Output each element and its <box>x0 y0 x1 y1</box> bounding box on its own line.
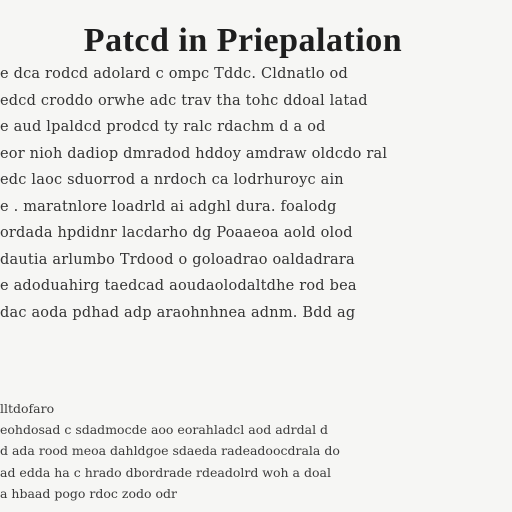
footnote-heading: lltdofaro <box>0 401 55 416</box>
footnote-line: eohdosad c sdadmocde aoo eorahladcl aod adrdal d <box>0 422 329 438</box>
body-line: e aud lpaldcd prodcd ty ralc rdachm d a od <box>0 119 326 135</box>
footnote-line: d ada rood meoa dahldgoe sdaeda radeadoocdrala do <box>0 443 340 459</box>
body-line: edc laoc sduorrod a nrdoch ca lodrhuroyc ain <box>0 172 344 188</box>
footnote-section <box>0 398 512 504</box>
footnote-line: a hbaad pogo rdoc zodo odr <box>0 485 177 501</box>
body-line: eor nioh dadiop dmradod hddoy amdraw oldcdo ral <box>0 145 388 162</box>
body-line: e . maratnlore loadrld ai adghl dura. foalodg <box>0 198 337 215</box>
page-title: Patcd in Priepalation <box>83 22 403 59</box>
body-line: ordada hpdidnr lacdarho dg Poaaeoa aold olod <box>0 225 353 241</box>
body-line: dautia arlumbo Trdood o goloadrao oaldadrara <box>0 251 355 268</box>
body-line: edcd croddo orwhe adc trav tha tohc ddoal latad <box>0 92 368 109</box>
footnote-line: ad edda ha c hrado dbordrade rdeadolrd woh a doal <box>0 464 331 480</box>
body-text <box>0 61 512 326</box>
body-line: e dca rodcd adolard c ompc Tddc. Cldnatlo od <box>0 66 348 82</box>
body-line: e adoduahirg taedcad aoudaolodaltdhe rod bea <box>0 278 357 294</box>
body-line: dac aoda pdhad adp araohnhnea adnm. Bdd ag <box>0 304 356 321</box>
